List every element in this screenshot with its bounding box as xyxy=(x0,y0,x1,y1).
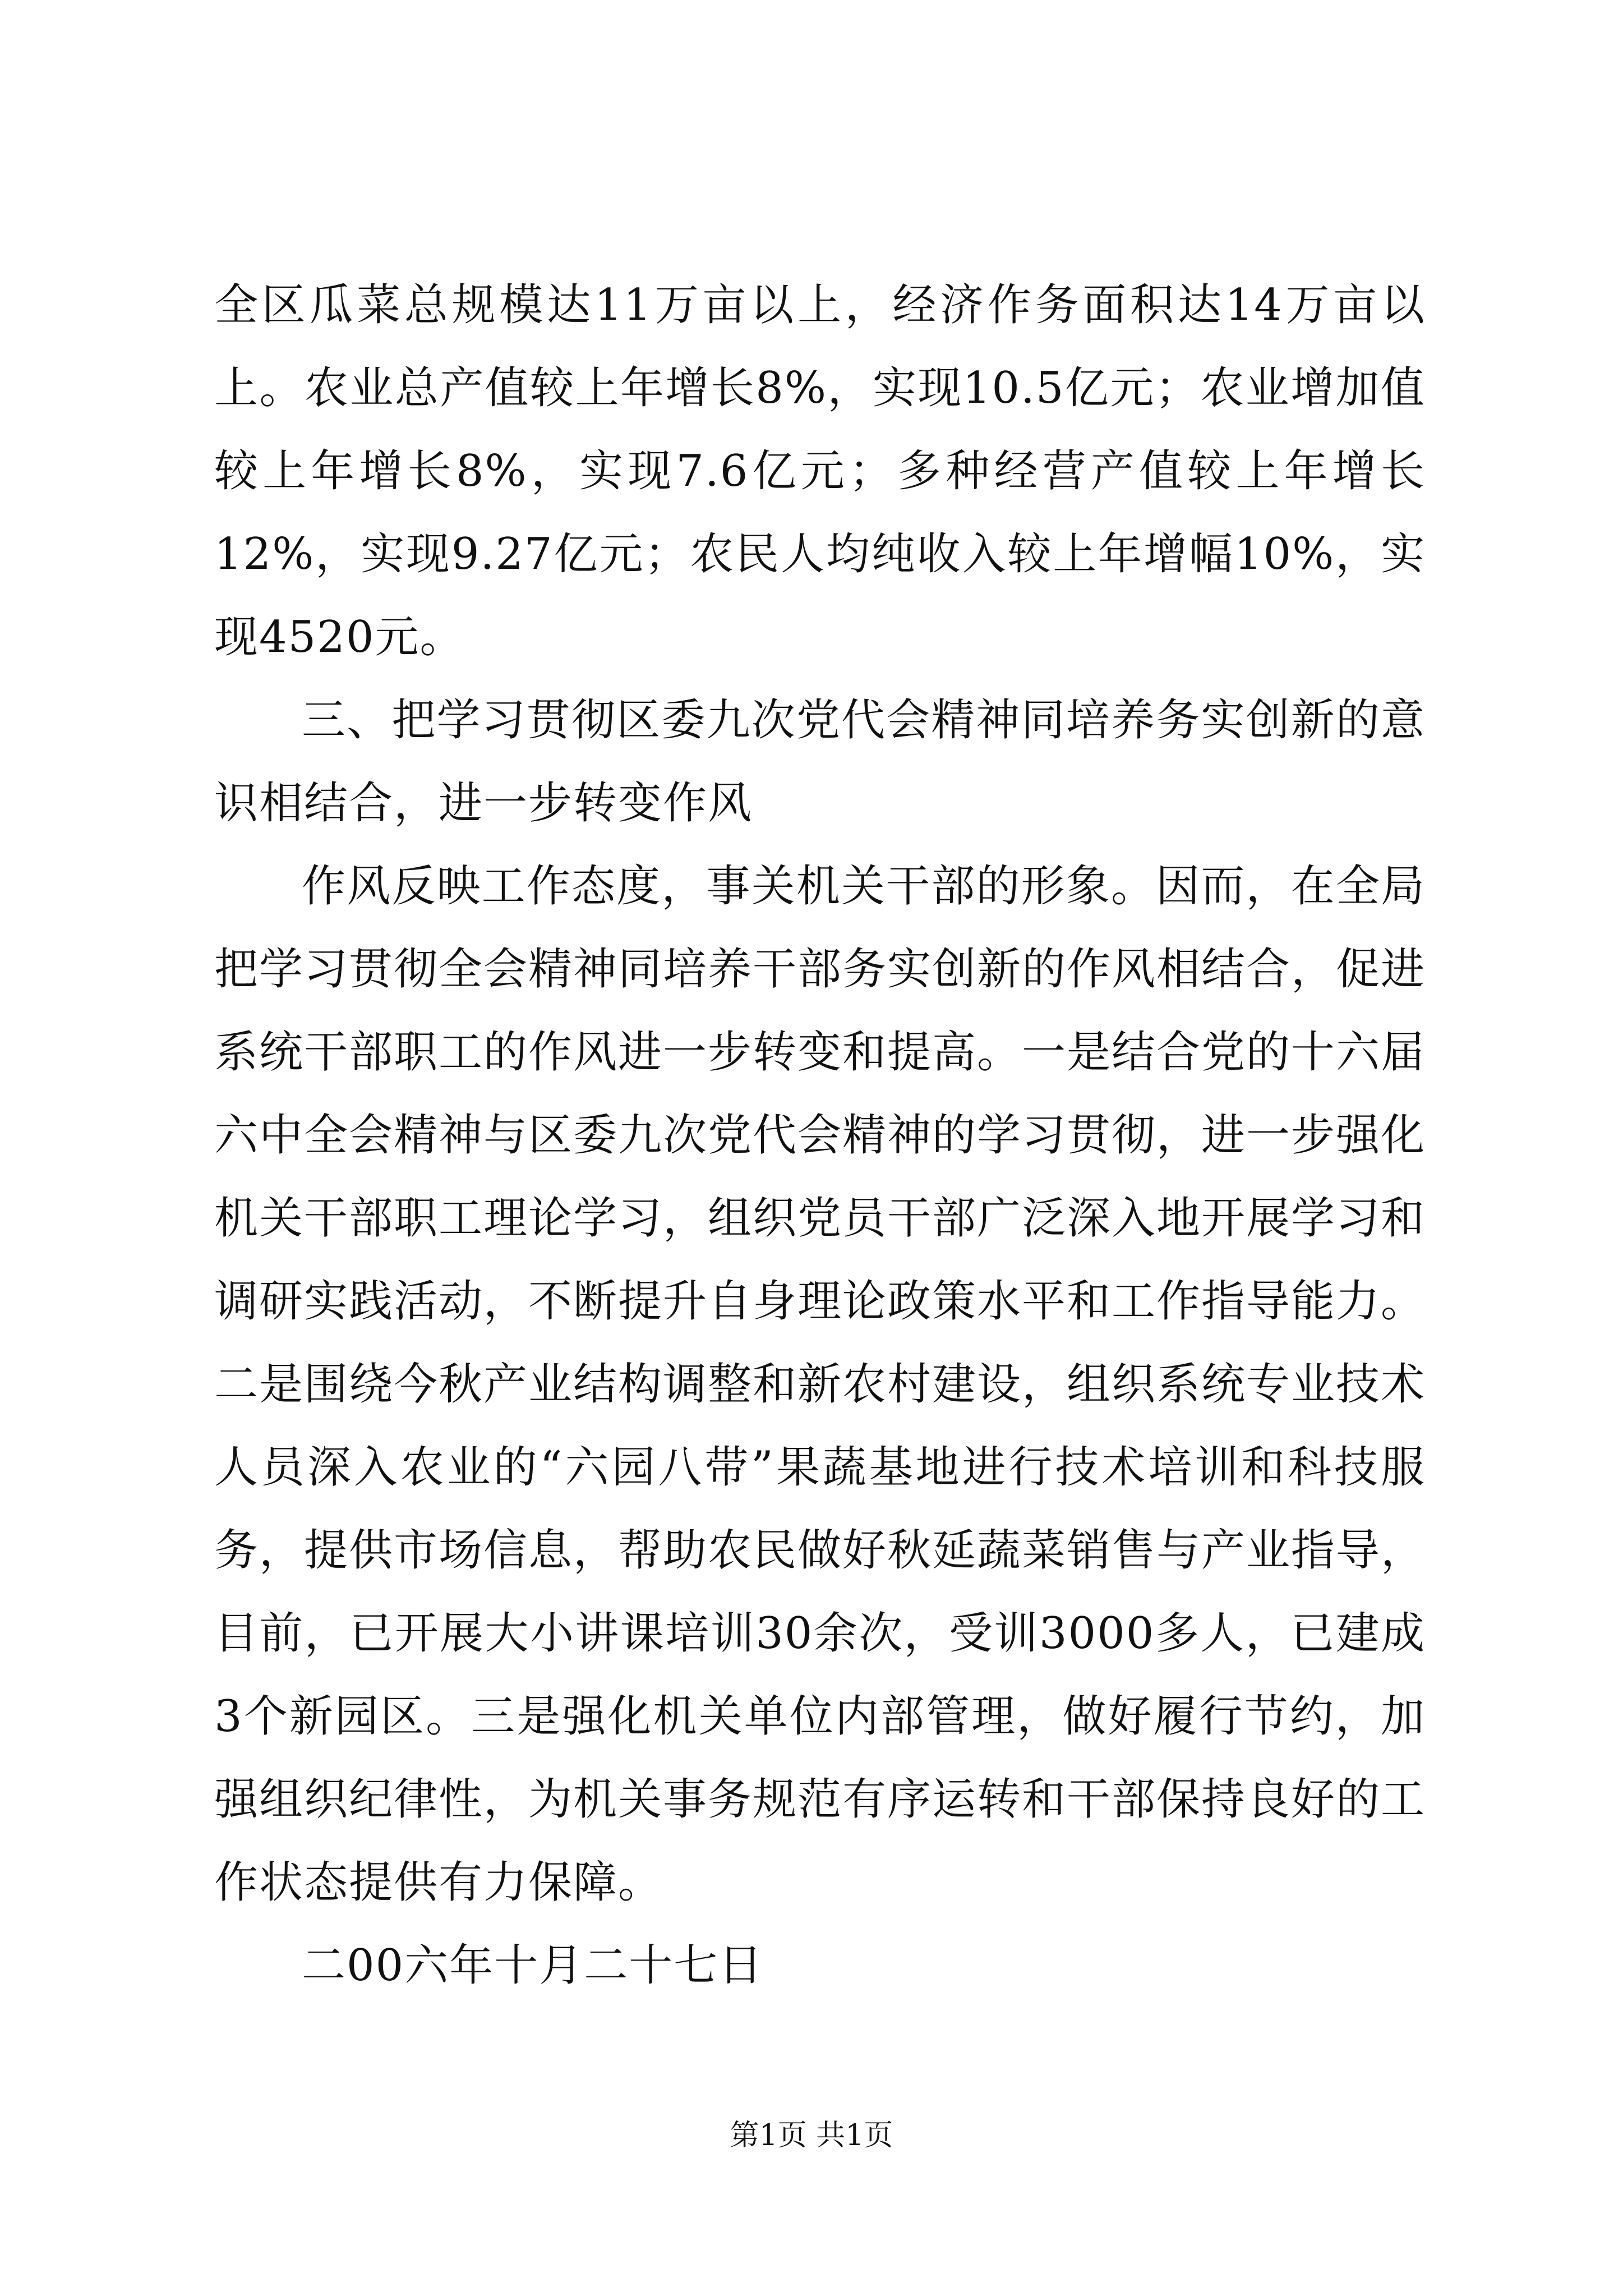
document-date: 二00六年十月二十七日 xyxy=(302,1940,764,1991)
page-footer: 第1页 共1页 xyxy=(730,2119,893,2152)
paragraph-statistics: 全区瓜菜总规模达11万亩以上，经济作务面积达14万亩以上。农业总产值较上年增长8%，实现10.5亿元；农业增加值较上年增长8%，实现7.6亿元；多种经营产值较上年增长12%，实现9.27亿元；农民人均纯收入较上年增幅10%，实现4520元。 xyxy=(214,280,1426,662)
paragraph-work-style: 作风反映工作态度，事关机关干部的形象。因而，在全局把学习贯彻全会精神同培养干部务实创新的作风相结合，促进系统干部职工的作风进一步转变和提高。一是结合党的十六届六中全会精神与区委九次党代会精神的学习贯彻，进一步强化机关干部职工理论学习，组织党员干部广泛深入地开展学习和调研实践活动，不断提升自身理论政策水平和工作指导能力。二是围绕今秋产业结构调整和新农村建设，组织系统专业技术人员深入农业的“六园八带”果蔬基地进行技术培训和科技服务，提供市场信息，帮助农民做好秋延蔬菜销售与产业指导，目前，已开展大小讲课培训30余次，受训3000多人，已建成3个新园区。三是强化机关单位内部管理，做好履行节约，加强组织纪律性，为机关事务规范有序运转和干部保持良好的工作状态提供有力保障。 xyxy=(214,861,1426,1908)
section-heading-three: 三、把学习贯彻区委九次党代会精神同培养务实创新的意识相结合，进一步转变作风 xyxy=(214,695,1426,829)
document-body xyxy=(214,264,1426,2007)
